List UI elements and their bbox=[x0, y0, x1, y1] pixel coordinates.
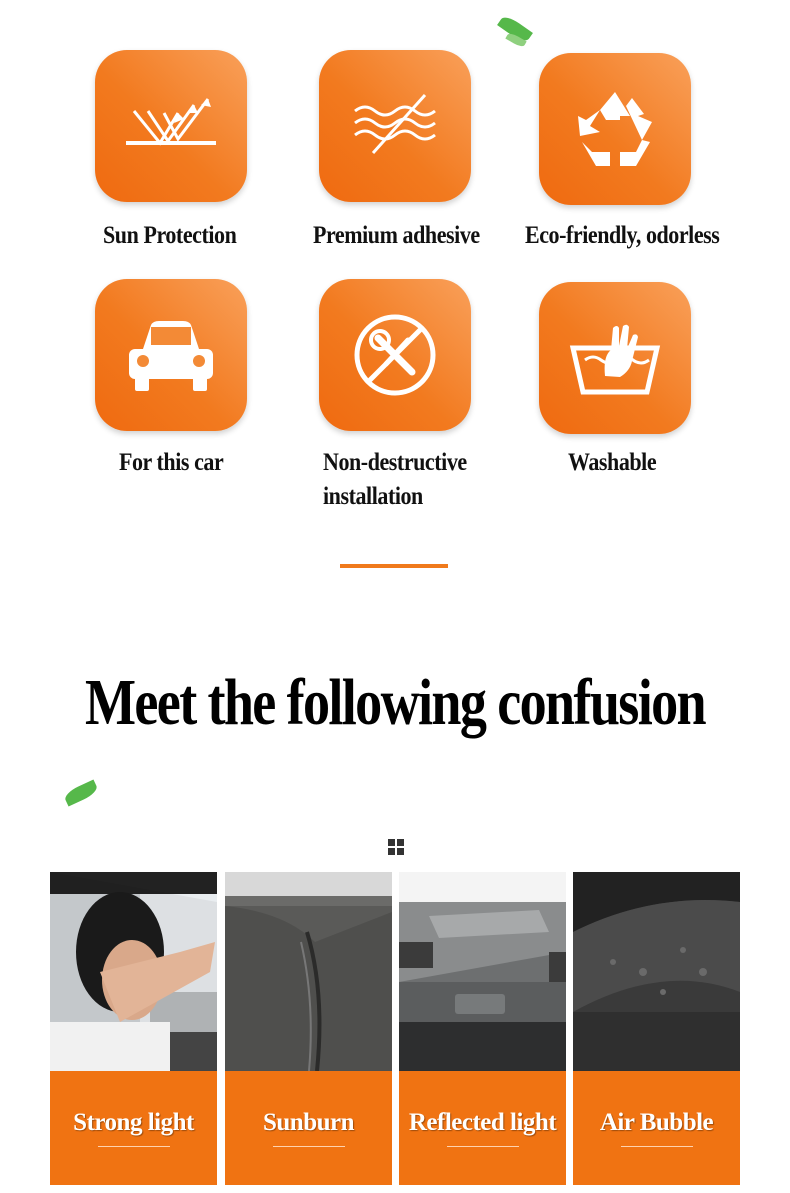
leaf-decoration bbox=[63, 779, 100, 806]
problem-caption-bar bbox=[399, 1071, 566, 1185]
problem-card-air-bubble bbox=[573, 872, 740, 1185]
problem-caption: Sunburn bbox=[262, 1109, 355, 1136]
car-icon bbox=[95, 279, 247, 431]
problem-caption-bar bbox=[50, 1071, 217, 1185]
problem-caption-bar bbox=[225, 1071, 392, 1185]
feature-label: Eco-friendly, odorless bbox=[525, 222, 720, 249]
adhesive-waves-icon bbox=[319, 50, 471, 202]
problem-caption: Reflected light bbox=[408, 1109, 557, 1136]
section-divider bbox=[340, 564, 448, 568]
problem-card-strong-light bbox=[50, 872, 217, 1185]
feature-label: Washable bbox=[568, 449, 657, 476]
section-headline: Meet the following confusion bbox=[84, 666, 705, 739]
feature-label: Sun Protection bbox=[103, 222, 237, 249]
hand-wash-icon bbox=[539, 282, 691, 434]
air-bubble-photo bbox=[573, 872, 740, 1071]
feature-label-line-1: Non-destructive bbox=[323, 449, 467, 476]
recycle-icon bbox=[539, 53, 691, 205]
grid-icon bbox=[388, 839, 404, 855]
caption-underline bbox=[98, 1146, 170, 1147]
sun-protection-icon bbox=[95, 50, 247, 202]
feature-label-line-2: installation bbox=[323, 483, 423, 510]
caption-underline bbox=[273, 1146, 345, 1147]
no-tools-icon bbox=[319, 279, 471, 431]
problem-card-reflected-light bbox=[399, 872, 566, 1185]
caption-underline bbox=[621, 1146, 693, 1147]
problem-card-sunburn bbox=[225, 872, 392, 1185]
problem-caption: Air Bubble bbox=[599, 1109, 714, 1136]
problem-caption: Strong light bbox=[73, 1109, 194, 1136]
strong-light-photo bbox=[50, 872, 217, 1071]
feature-label: For this car bbox=[119, 449, 224, 476]
problem-caption-bar bbox=[573, 1071, 740, 1185]
caption-underline bbox=[447, 1146, 519, 1147]
feature-label: Premium adhesive bbox=[313, 222, 480, 249]
sunburn-photo bbox=[225, 872, 392, 1071]
reflected-light-photo bbox=[399, 872, 566, 1071]
